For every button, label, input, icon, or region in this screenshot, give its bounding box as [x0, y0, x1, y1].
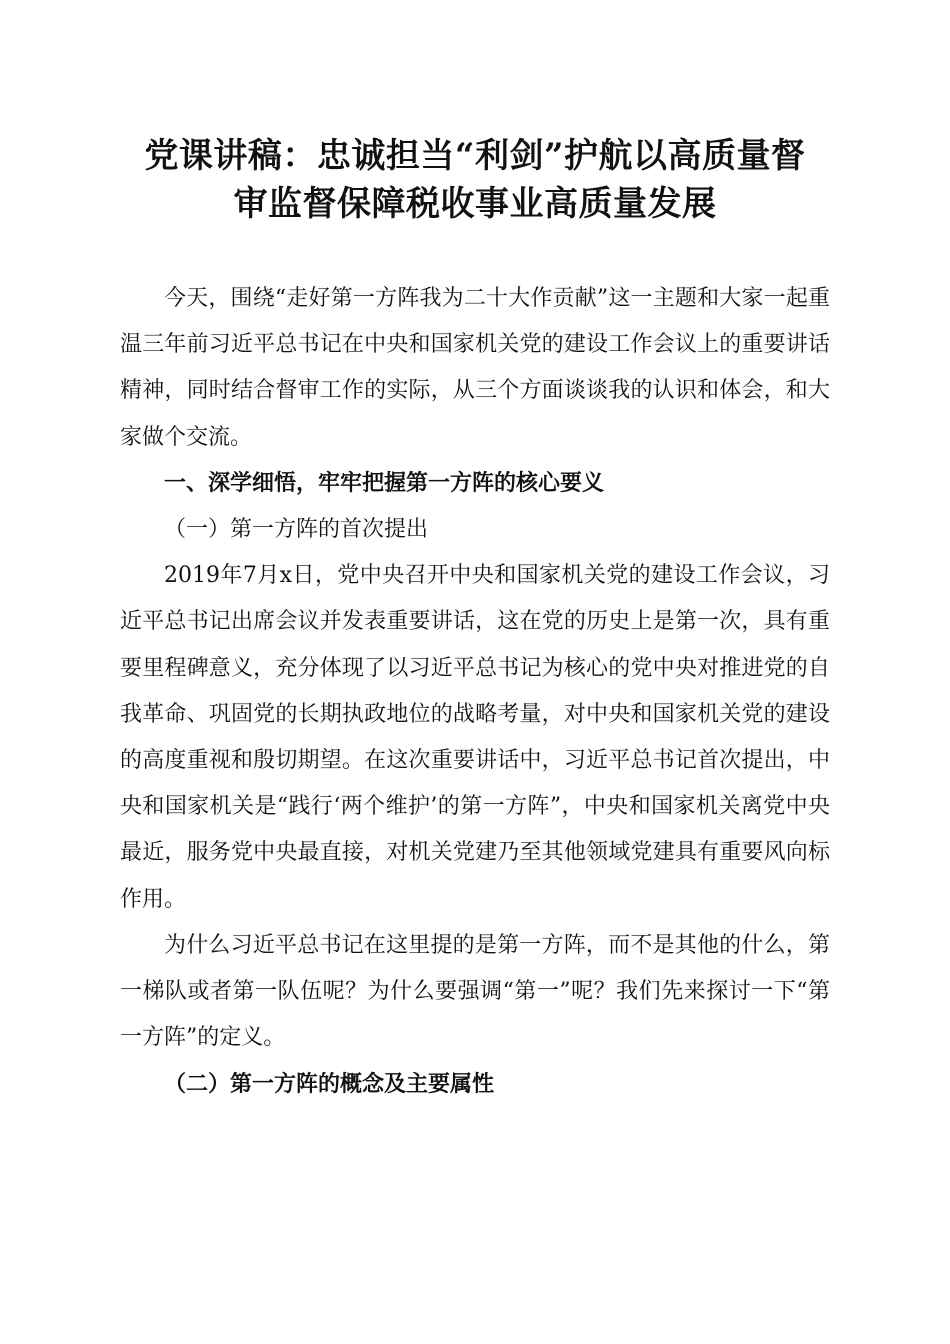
title-line-2: 审监督保障税收事业高质量发展	[233, 184, 717, 224]
document-body	[120, 276, 830, 1108]
subsection-heading-1: （一）第一方阵的首次提出	[164, 517, 429, 543]
intro-paragraph: 今天，围绕“走好第一方阵我为二十大作贡献”这一主题和大家一起重温三年前习近平总书记在中央和国家机关党的建设工作会议上的重要讲话精神，同时结合督审工作的实际，从三个方面谈谈我的认识和体会，和大家做个交流。	[120, 286, 830, 450]
subsection-heading-2: （二）第一方阵的概念及主要属性	[164, 1071, 495, 1098]
document-title	[60, 132, 890, 228]
body-paragraph-2: 为什么习近平总书记在这里提的是第一方阵，而不是其他的什么，第一梯队或者第一队伍呢？为什么要强调“第一”呢？我们先来探讨一下“第一方阵”的定义。	[120, 932, 830, 1051]
title-line-1: 党课讲稿：忠诚担当“利剑”护航以高质量督	[144, 136, 806, 176]
body-paragraph-1: 2019年7月x日，党中央召开中央和国家机关党的建设工作会议，习近平总书记出席会议并发表重要讲话，这在党的历史上是第一次，具有重要里程碑意义，充分体现了以习近平总书记为核心的党中央对推进党的自我革命、巩固党的长期执政地位的战略考量，对中央和国家机关党的建设的高度重视和殷切期望。在这次重要讲话中，习近平总书记首次提出，中央和国家机关是“践行‘两个维护’的第一方阵”，中央和国家机关离党中央最近，服务党中央最直接，对机关党建乃至其他领域党建具有重要风向标作用。	[120, 563, 830, 912]
section-heading-1: 一、深学细悟，牢牢把握第一方阵的核心要义	[164, 470, 605, 496]
